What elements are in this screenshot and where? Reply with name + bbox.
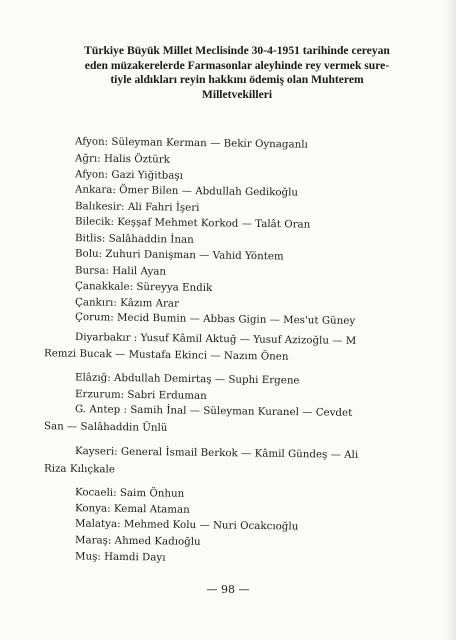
deputy-entry-cankiri: Çankırı: Kâzım Arar	[74, 297, 180, 310]
deputy-entry-malatya: Malatya: Mehmed Kolu — Nuri Ocakcıoğlu	[74, 518, 299, 533]
deputy-entry-kayseri-continued: Riza Kılıçkale	[43, 463, 116, 476]
deputy-entry-diyarbakir: Diyarbakır : Yusuf Kâmil Aktuğ — Yusuf Azizoğlu — M	[74, 332, 357, 347]
deputy-entry-afyon-2: Afyon: Gazi Yiğitbaşı	[74, 169, 184, 182]
deputy-entry-elazig: Elâzığ: Abdullah Demirtaş — Suphi Ergene	[74, 372, 300, 387]
deputy-entry-bursa: Bursa: Halil Ayan	[74, 265, 167, 278]
deputy-entry-gantep-continued: San — Salâhaddin Ünlü	[43, 421, 168, 434]
deputy-entry-erzurum: Erzurum: Sabri Erduman	[74, 389, 207, 402]
heading-line: Milletvekilleri	[201, 87, 273, 101]
deputy-entry-kocaeli: Kocaeli: Saim Önhun	[74, 487, 185, 500]
page-number: — 98 —	[206, 583, 250, 596]
deputy-entry-corum: Çorum: Mecid Bumin — Abbas Gigin — Mes'ut Güney	[74, 312, 356, 327]
deputy-entry-afyon-1: Afyon: Süleyman Kerman — Bekir Oynaganlı	[74, 136, 308, 151]
heading-line: Türkiye Büyük Millet Meclisinde 30-4-1951 tarihinde cereyan	[84, 44, 390, 57]
deputy-entry-bitlis: Bitlis: Salâhaddin İnan	[74, 233, 194, 246]
deputy-entry-gantep: G. Antep : Samih İnal — Süleyman Kuranel — Cevdet	[74, 404, 353, 419]
deputy-entry-agri: Ağrı: Halis Öztürk	[74, 153, 171, 166]
deputy-entry-bilecik: Bilecik: Keşşaf Mehmet Korkod — Talât Oran	[74, 216, 311, 231]
deputy-entry-kayseri: Kayseri: General İsmail Berkok — Kâmil Gündeş — Ali	[74, 446, 359, 461]
heading-line: tiyle aldıkları reyin hakkını ödemiş olan Muhterem	[110, 73, 364, 87]
deputy-entry-konya: Konya: Kemal Ataman	[74, 503, 190, 516]
deputy-entry-ankara: Ankara: Ömer Bilen — Abdullah Gedikoğlu	[74, 184, 299, 199]
page-edge-shadow	[446, 0, 456, 640]
deputy-entry-balikesir: Balıkesir: Ali Fahri İşeri	[74, 201, 200, 214]
deputy-entry-diyarbakir-continued: Remzi Bucak — Mustafa Ekinci — Nazım Önen	[43, 348, 289, 363]
deputy-entry-mus: Muş: Hamdi Dayı	[74, 551, 166, 564]
deputy-entry-bolu: Bolu: Zuhuri Danişman — Vahid Yöntem	[74, 248, 284, 263]
heading-line: eden müzakerelerde Farmasonlar aleyhinde rey vermek sure-	[84, 58, 390, 72]
document-heading	[44, 44, 430, 102]
deputy-entry-canakkale: Çanakkale: Süreyya Endik	[74, 281, 213, 294]
deputy-entry-maras: Maraş: Ahmed Kadıoğlu	[74, 535, 201, 548]
